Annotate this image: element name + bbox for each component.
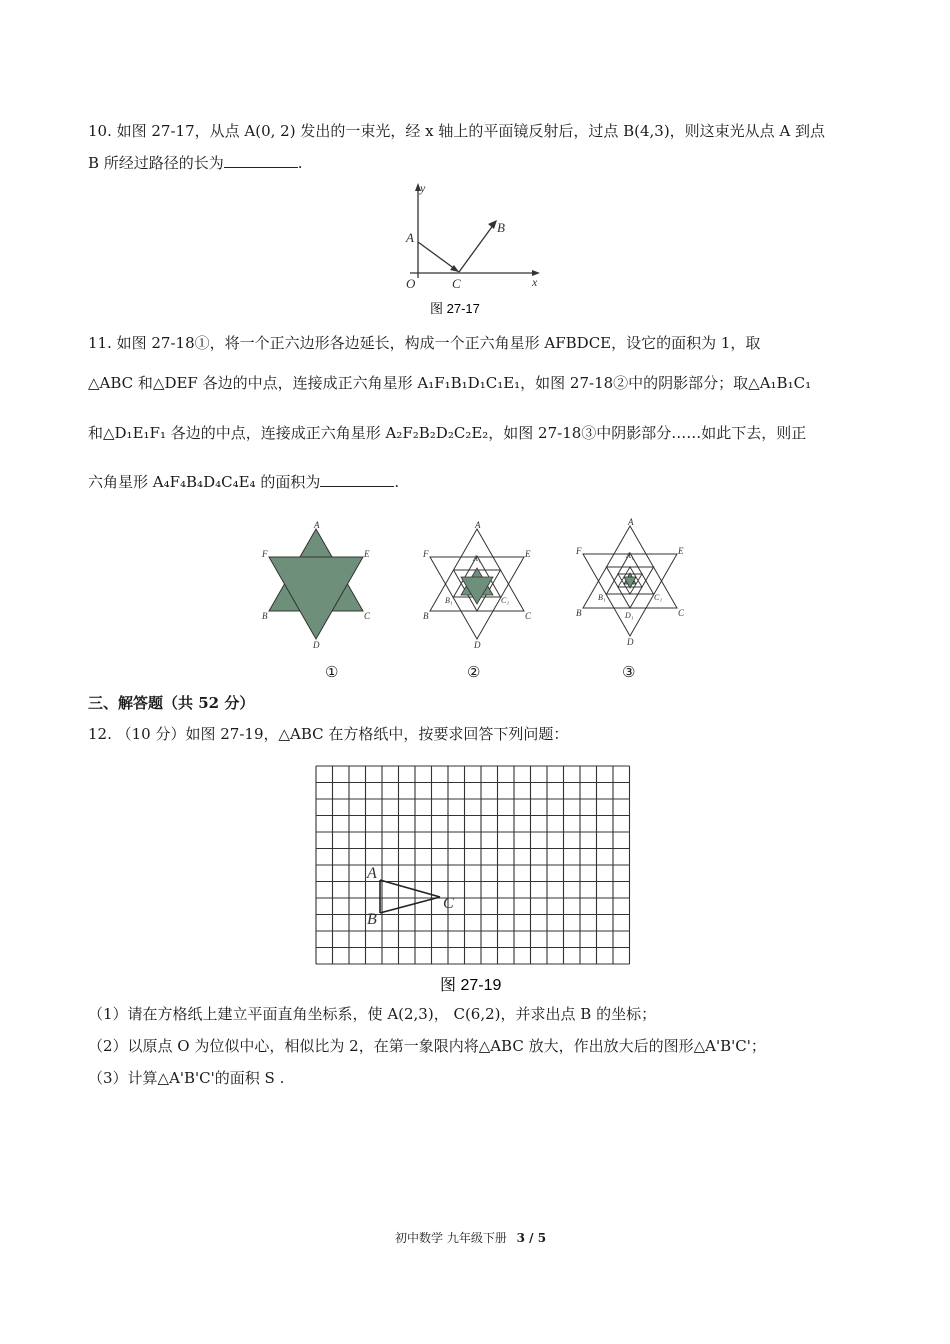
star1-label-d: D bbox=[313, 640, 320, 650]
label-b: B bbox=[497, 220, 505, 235]
q12-line1: 12. （10 分）如图 27-19，△ABC 在方格纸中，按要求回答下列问题： bbox=[88, 725, 569, 743]
q12-sub3: （3）计算△A'B'C'的面积 S . bbox=[88, 1069, 285, 1087]
star3-label-e: E bbox=[678, 546, 684, 556]
q11-line4 bbox=[88, 472, 399, 492]
figure-27-18-1 bbox=[260, 520, 390, 653]
q10-line1: 10. 如图 27-17，从点 A(0, 2) 发出的一束光，经 x 轴上的平面镜反射后，过点 B(4,3)，则这束光从点 A 到点 bbox=[88, 122, 826, 140]
star1-label-e: E bbox=[364, 549, 370, 559]
label-c: C bbox=[452, 276, 461, 291]
star3-label-a: A bbox=[628, 517, 634, 527]
figure-27-18-2 bbox=[417, 520, 547, 653]
grid-label-c: C bbox=[443, 895, 454, 912]
star2-label-e: E bbox=[525, 549, 531, 559]
star2-label-d: D bbox=[474, 640, 481, 650]
star1-label-b: B bbox=[262, 611, 268, 621]
section-3-title: 三、解答题（共 52 分） bbox=[88, 694, 255, 712]
figure-number-1: ① bbox=[325, 663, 339, 681]
star1-label-c: C bbox=[364, 611, 371, 621]
star3-label-f: F bbox=[576, 546, 582, 556]
star1-label-a: A bbox=[314, 520, 320, 530]
figure-number-2: ② bbox=[467, 663, 481, 681]
star2-label-f: F bbox=[423, 549, 429, 559]
q12-sub2: （2）以原点 O 为位似中心，相似比为 2，在第一象限内将△ABC 放大，作出放大后的图形△A'B'C'； bbox=[88, 1037, 766, 1055]
star3-label-c1: C₁ bbox=[654, 593, 663, 602]
star3-label-b1: B₁ bbox=[598, 593, 606, 602]
q12-sub1: （1）请在方格纸上建立平面直角坐标系，使 A(2,3)， C(6,2)，并求出点 B 的坐标； bbox=[88, 1005, 657, 1023]
star3-label-d1: D₁ bbox=[625, 611, 634, 620]
star2-label-c1: C₁ bbox=[501, 596, 510, 605]
q11-line1: 11. 如图 27-18①，将一个正六边形各边延长，构成一个正六角星形 AFBDCE，设它的面积为 1，取 bbox=[88, 334, 761, 352]
star2-label-b: B bbox=[423, 611, 429, 621]
figure-27-19-caption: 图 27-19 bbox=[440, 977, 502, 994]
figure-number-3: ③ bbox=[622, 663, 636, 681]
answer-blank bbox=[320, 472, 394, 487]
page-number: 3 / 5 bbox=[516, 1231, 547, 1245]
q11-line3: 和△D₁E₁F₁ 各边的中点，连接成正六角星形 A₂F₂B₂D₂C₂E₂，如图 27-18③中阴影部分……如此下去，则正 bbox=[88, 424, 807, 442]
grid-label-b: B bbox=[367, 911, 377, 928]
footer bbox=[395, 1228, 546, 1248]
q10-line2-text: B 所经过路径的长为 bbox=[88, 154, 224, 172]
label-x: x bbox=[532, 275, 538, 289]
label-y: y bbox=[420, 181, 426, 195]
star2-label-a: A bbox=[475, 520, 481, 530]
star1-label-f: F bbox=[262, 549, 268, 559]
star2-label-c: C bbox=[525, 611, 532, 621]
q11-end: . bbox=[394, 473, 400, 491]
q11-line2: △ABC 和△DEF 各边的中点，连接成正六角星形 A₁F₁B₁D₁C₁E₁，如图 27-18②中的阴影部分；取△A₁B₁C₁ bbox=[88, 374, 812, 392]
star2-label-a1: A₁ bbox=[473, 554, 481, 563]
label-o: O bbox=[406, 276, 416, 291]
q10-end: . bbox=[297, 154, 303, 172]
figure-27-17-caption: 图 27-17 bbox=[430, 301, 480, 316]
star3-label-c: C bbox=[678, 608, 685, 618]
figure-27-19 bbox=[300, 762, 640, 994]
star3-label-a1: A₁ bbox=[626, 551, 634, 560]
q10-line2 bbox=[88, 153, 303, 173]
figure-27-17 bbox=[370, 180, 570, 320]
star3-label-b: B bbox=[576, 608, 582, 618]
star3-label-d: D bbox=[627, 637, 634, 647]
figure-27-18-3 bbox=[570, 516, 700, 656]
answer-blank bbox=[224, 153, 298, 168]
q11-line4-text: 六角星形 A₄F₄B₄D₄C₄E₄ 的面积为 bbox=[88, 473, 321, 491]
ray-c-to-b bbox=[459, 224, 494, 272]
footer-text: 初中数学 九年级下册 bbox=[395, 1231, 507, 1245]
label-a: A bbox=[406, 230, 414, 245]
star2-label-b1: B₁ bbox=[445, 596, 453, 605]
grid-label-a: A bbox=[367, 865, 377, 882]
